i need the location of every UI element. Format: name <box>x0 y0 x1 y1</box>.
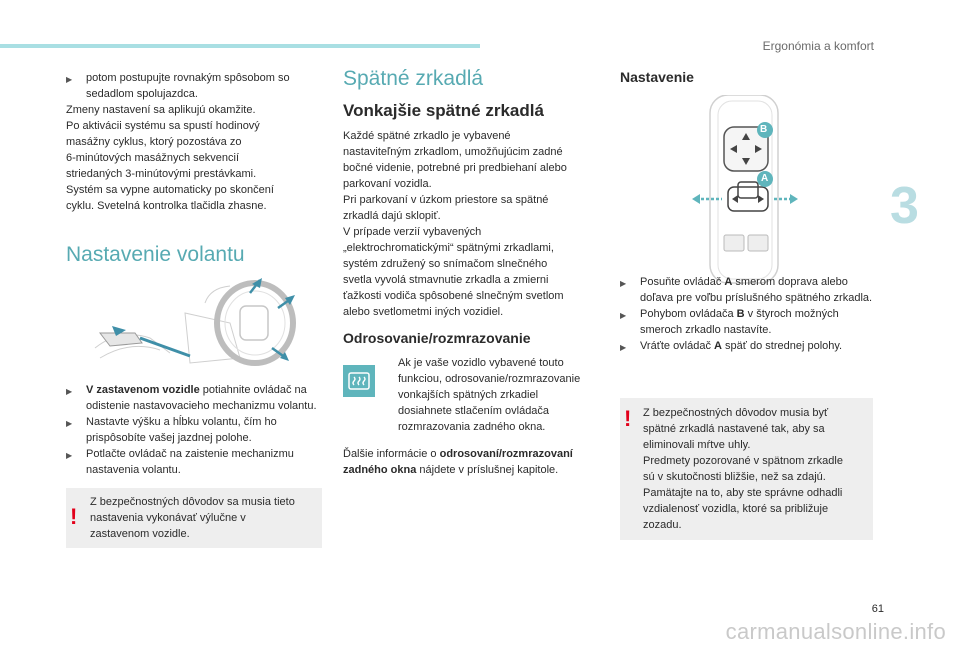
warning-box-mirrors: ! Z bezpečnostných dôvodov musia byť spätné zrkadlá nastavené tak, aby sa eliminovali mŕtve uhly. Predmety pozorované v spätnom zrkadle sú v skutočnosti bližšie, než sa zdajú. Pamätajte na to, aby ste správne odhadli vzdialenosť vozidla, ktoré sa približuje zozadu. <box>620 398 873 540</box>
more-info-paragraph: Ďalšie informácie o odrosovaní/rozmrazovaní zadného okna nájdete v príslušnej kapitole. <box>343 448 573 476</box>
label-a: A <box>761 173 769 184</box>
heading-defrost: Odrosovanie/rozmrazovanie <box>343 330 531 346</box>
warning-exclamation-icon: ! <box>70 504 78 529</box>
warning-exclamation-icon: ! <box>624 406 632 431</box>
heading-adjustment: Nastavenie <box>620 69 694 85</box>
watermark: carmanualsonline.info <box>725 619 946 644</box>
col1-top-text <box>66 70 326 214</box>
bullet-arrow-icon: ▶ <box>66 75 73 84</box>
steering-instructions <box>66 382 326 478</box>
list-item: ▶ Vráťte ovládač A späť do strednej polohy. <box>620 338 880 356</box>
heading-steering: Nastavenie volantu <box>66 243 245 266</box>
mirrors-paragraph: Každé spätné zrkadlo je vybavené nastaviteľným zrkadlom, umožňujúcim zadné bočné videnie, potrebné pri predbiehaní alebo parkovaní vozidla. Pri parkovaní v úzkom priestore sa spätné zrkadlá dajú sklopiť. V prípade verzií vybavených „elektrochromatickými“ spätnými zrkadlami, systém združený so snímačom slnečného svetla vyvolá stmavnutie zrkadla a zmierni ťažkosti vodiča spôsobené slnečným svetlom alebo svetlometmi iných vozidiel. <box>343 130 567 318</box>
bullet-arrow-icon: ▶ <box>620 343 627 352</box>
header-accent-bar <box>0 44 480 48</box>
list-item: ▶ Pohybom ovládača B v štyroch možných smeroch zrkadlo nastavíte. <box>620 308 839 336</box>
col1-paragraph: Zmeny nastavení sa aplikujú okamžite. Po aktivácii systému sa spustí hodinový masážny cyklus, ktorý pozostáva zo 6-minútových masážnych sekvencií striedaných 3-minútovými prestávkami. Systém sa vypne automaticky po skončení cyklu. Svetelná kontrolka tlačidla zhasne. <box>66 104 274 212</box>
bullet-arrow-icon: ▶ <box>66 451 73 460</box>
section-title: Ergonómia a komfort <box>762 39 874 53</box>
subheading-exterior-mirrors: Vonkajšie spätné zrkadlá <box>343 101 544 120</box>
page-number: 61 <box>871 603 884 615</box>
rear-defrost-icon <box>343 365 375 397</box>
bullet-arrow-icon: ▶ <box>66 419 73 428</box>
steering-wheel-illustration <box>90 278 300 373</box>
adjustment-instructions <box>620 274 880 356</box>
list-item: ▶ V zastavenom vozidle potiahnite ovládač na odistenie nastavovacieho mechanizmu volantu. <box>66 384 317 412</box>
list-item: ▶ potom postupujte rovnakým spôsobom so sedadlom spolujazdca. <box>66 72 290 100</box>
heading-mirrors: Spätné zrkadlá <box>343 67 484 90</box>
chapter-tab-number: 3 <box>890 177 919 235</box>
warning-box-steering: ! Z bezpečnostných dôvodov sa musia tieto nastavenia vykonávať výlučne v zastavenom vozidle. <box>66 488 322 548</box>
label-b: B <box>760 124 768 135</box>
mirror-control-illustration <box>690 95 800 285</box>
bullet-arrow-icon: ▶ <box>620 279 627 288</box>
list-item: ▶ Posuňte ovládač A smerom doprava alebo doľava pre voľbu príslušného spätného zrkadla. <box>620 276 873 304</box>
defrost-paragraph: Ak je vaše vozidlo vybavené touto funkciou, odrosovanie/rozmrazovanie vonkajších spätných zrkadiel dosiahnete stlačením ovládača rozmrazovania zadného okna. <box>398 357 581 433</box>
list-item: ▶ Potlačte ovládač na zaistenie mechanizmu nastavenia volantu. <box>66 448 294 476</box>
bullet-arrow-icon: ▶ <box>66 387 73 396</box>
bullet-arrow-icon: ▶ <box>620 311 627 320</box>
list-item: ▶ Nastavte výšku a hĺbku volantu, čím ho prispôsobíte vašej jazdnej polohe. <box>66 416 277 444</box>
